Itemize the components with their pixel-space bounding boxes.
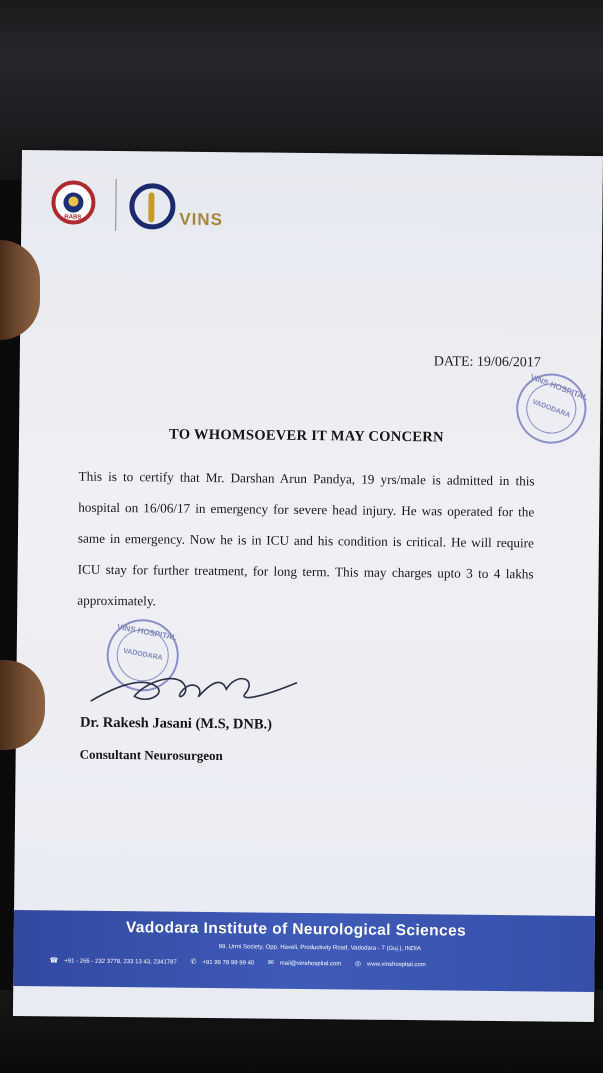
vins-brand-name: VINS xyxy=(179,209,224,230)
signatory-name: Dr. Rakesh Jasani (M.S, DNB.) xyxy=(79,714,273,733)
rabs-logo xyxy=(51,180,95,224)
footer-website: www.vinshospital.com xyxy=(367,961,426,969)
stamp-top-label: VINS HOSPITAL xyxy=(529,372,590,403)
globe-icon: ◎ xyxy=(354,960,362,968)
email-icon: ✉ xyxy=(267,959,274,967)
footer-institute-name: Vadodara Institute of Neurological Sciences xyxy=(125,919,467,940)
footer-email: mail@vinshospital.com xyxy=(279,960,342,968)
vins-logo-icon xyxy=(129,183,175,229)
rabs-logo-emblem-icon xyxy=(63,192,83,212)
stamp-top-city: VADODARA xyxy=(531,398,572,420)
vins-logo-figure xyxy=(148,192,154,222)
hospital-stamp-top xyxy=(506,363,596,453)
stamp-mid-city: VADODARA xyxy=(122,647,164,662)
letter-body: This is to certify that Mr. Darshan Arun Pandya, 19 yrs/male is admitted in this hospital on 16/06/17 in emergency for severe head injury. He was operated for the same in emergency. Now he is in ICU and his condition is critical. He will require ICU stay for further treatment, for long term. This may charges upto 3 to 4 lakhs approximately. xyxy=(77,468,535,609)
footer-phone: +91 - 265 - 232 3778, 233 13 43, 2341787 xyxy=(64,958,177,966)
phone-icon: ☎ xyxy=(49,957,59,965)
signatory-title: Consultant Neurosurgeon xyxy=(79,746,223,764)
certificate-paper xyxy=(13,150,603,1022)
stamp-mid-label: VINS HOSPITAL xyxy=(116,622,178,643)
rabs-logo-text: RABS xyxy=(64,214,82,221)
footer-mobile: +91 99 78 99 99 40 xyxy=(202,959,255,967)
letter-date: DATE: 19/06/2017 xyxy=(433,354,541,371)
mobile-icon: ✆ xyxy=(190,958,197,966)
letter-heading: TO WHOMSOEVER IT MAY CONCERN xyxy=(168,426,444,446)
logo-divider xyxy=(115,179,117,231)
doctor-signature xyxy=(86,646,307,718)
footer-address: 99, Urmi Society, Opp. Haveli, Productivity Road, Vadodara - 7 (Guj.), INDIA xyxy=(218,944,421,953)
